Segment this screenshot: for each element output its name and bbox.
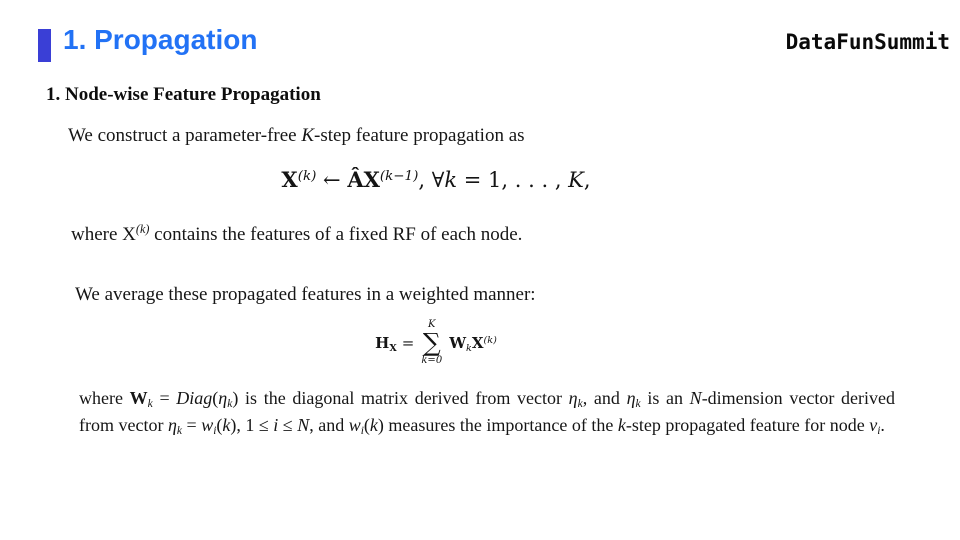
formula-sum-rhs: WkX$^{(k)}$ <box>449 333 497 354</box>
para-where-w: where Wk = Diag(ηk) is the diagonal matrix derived from vector ηk, and ηk is an N-dimension vector derived from vector ηk = wi(k), 1 ≤ i ≤ N, and wi(k) measures the importance of the k-step propagated feature for node vi. <box>79 388 895 437</box>
datafunsummit-logo: DataFunSummit <box>785 30 950 54</box>
para-where-x: where $X^{(k)}$ contains the features of a fixed RF of each node. <box>71 222 523 245</box>
formula-propagation: $X^{(k)}$ ← $ÂX^{(k-1)}$, ∀k = 1, . . . , K, <box>281 167 591 192</box>
title-accent-bar <box>38 29 51 62</box>
formula-sum-lhs: HX <box>375 333 397 354</box>
para-average: We average these propagated features in a weighted manner: <box>75 284 536 305</box>
section-heading: 1. Node-wise Feature Propagation <box>46 84 321 105</box>
slide-title: 1. Propagation <box>63 24 258 55</box>
para-construct: We construct a parameter-free K-step feature propagation as <box>68 125 525 146</box>
sigma-icon: ∑ <box>422 328 441 357</box>
formula-sum-equals: = <box>401 333 415 352</box>
formula-weighted-sum <box>0 320 872 366</box>
summation-symbol <box>421 320 442 366</box>
summation-upper-limit: K <box>428 319 436 330</box>
summation-lower-limit: k=0 <box>421 354 443 366</box>
